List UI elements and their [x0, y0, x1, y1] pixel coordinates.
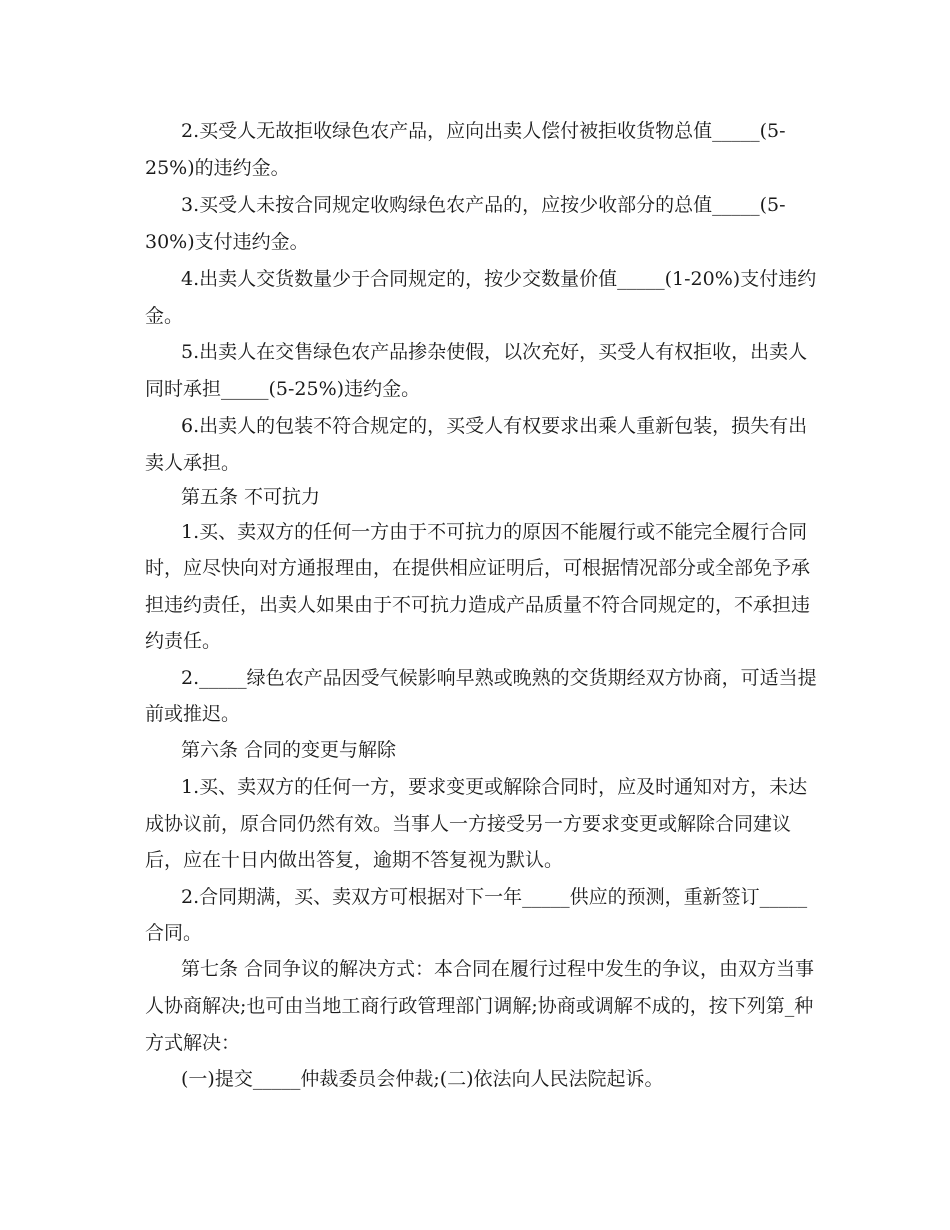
text-line: 人协商解决;也可由当地工商行政管理部门调解;协商或调解不成的，按下列第_种	[145, 995, 814, 1017]
text-line: 25%)的违约金。	[145, 157, 290, 179]
text-line: 时，应尽快向对方通报理由，在提供相应证明后，可根据情况部分或全部免予承	[145, 557, 811, 579]
section-heading: 第七条 合同争议的解决方式：本合同在履行过程中发生的争议，由双方当事	[181, 958, 815, 980]
text-line: 成协议前，原合同仍然有效。当事人一方接受另一方要求变更或解除合同建议	[145, 813, 792, 835]
text-line: 1.买、卖双方的任何一方，要求变更或解除合同时，应及时通知对方，未达	[181, 776, 808, 798]
text-line: 30%)支付违约金。	[145, 231, 309, 253]
text-line: 方式解决：	[145, 1032, 241, 1054]
text-line: 后，应在十日内做出答复，逾期不答复视为默认。	[145, 849, 564, 871]
text-line: 3.买受人未按合同规定收购绿色农产品的，应按少收部分的总值_____(5-	[181, 194, 786, 216]
text-line: (一)提交_____仲裁委员会仲裁;(二)依法向人民法院起诉。	[181, 1068, 664, 1090]
text-line: 2.买受人无故拒收绿色农产品，应向出卖人偿付被拒收货物总值_____(5-	[181, 120, 786, 142]
text-line: 合同。	[145, 922, 203, 944]
text-line: 4.出卖人交货数量少于合同规定的，按少交数量价值_____(1-20%)支付违约	[181, 268, 817, 290]
section-heading: 第五条 不可抗力	[181, 486, 321, 508]
section-heading: 第六条 合同的变更与解除	[181, 739, 397, 761]
text-line: 前或推迟。	[145, 703, 241, 725]
text-line: 同时承担_____(5-25%)违约金。	[145, 378, 421, 400]
text-line: 2.合同期满，买、卖双方可根据对下一年_____供应的预测，重新签订_____	[181, 886, 808, 908]
text-line: 担违约责任，出卖人如果由于不可抗力造成产品质量不符合同规定的，不承担违	[145, 594, 811, 616]
text-line: 1.买、卖双方的任何一方由于不可抗力的原因不能履行或不能完全履行合同	[181, 521, 808, 543]
text-line: 约责任。	[145, 630, 222, 652]
text-line: 5.出卖人在交售绿色农产品掺杂使假，以次充好，买受人有权拒收，出卖人	[181, 341, 808, 363]
text-line: 卖人承担。	[145, 452, 241, 474]
text-line: 6.出卖人的包装不符合规定的，买受人有权要求出乘人重新包装，损失有出	[181, 415, 808, 437]
text-line: 金。	[145, 305, 184, 327]
text-line: 2._____绿色农产品因受气候影响早熟或晚熟的交货期经双方协商，可适当提	[181, 667, 817, 689]
